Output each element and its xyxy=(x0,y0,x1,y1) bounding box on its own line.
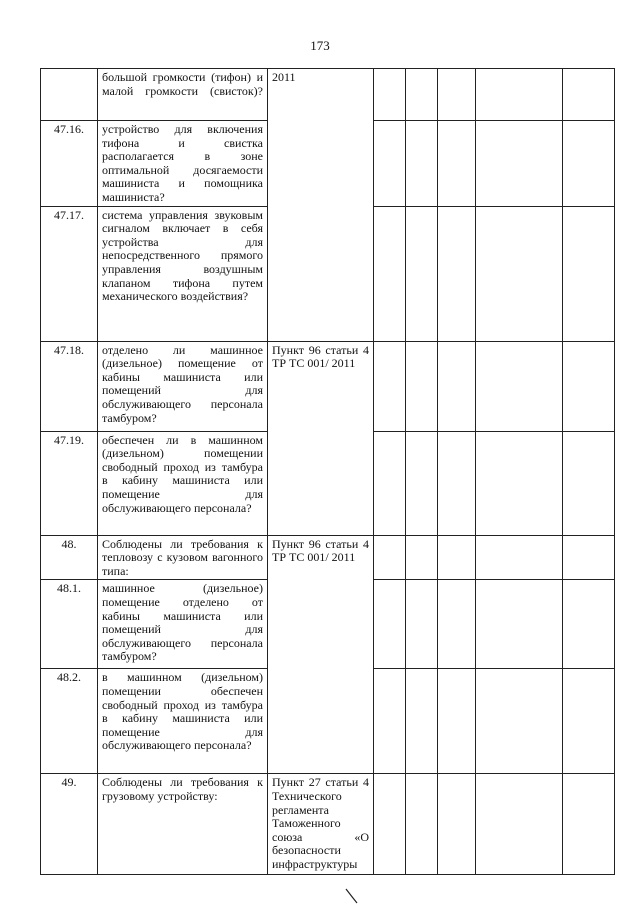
question-text: Соблюдены ли требования к тепловозу с кузовом вагонного типа: xyxy=(98,535,268,580)
answer-cell-no xyxy=(406,206,438,341)
answer-cell-no xyxy=(406,69,438,121)
note-cell xyxy=(563,206,615,341)
table-row xyxy=(41,535,615,580)
document-cell xyxy=(476,431,563,535)
answer-cell-na xyxy=(438,69,476,121)
legal-reference: Пункт 27 статьи 4 Технического регламента Таможенного союза «О безопасности инфраструктуры xyxy=(268,774,374,875)
answer-cell-na xyxy=(438,121,476,207)
answer-cell-yes xyxy=(374,206,406,341)
answer-cell-yes xyxy=(374,341,406,431)
answer-cell-na xyxy=(438,580,476,669)
table-row xyxy=(41,774,615,875)
answer-cell-yes xyxy=(374,774,406,875)
note-cell xyxy=(563,535,615,580)
item-number: 47.16. xyxy=(41,121,98,207)
question-text: Соблюдены ли требования к грузовому устройству: xyxy=(98,774,268,875)
item-number: 49. xyxy=(41,774,98,875)
note-cell xyxy=(563,431,615,535)
legal-reference: Пункт 96 статьи 4 ТР ТС 001/ 2011 xyxy=(268,535,374,774)
question-text: система управления звуковым сигналом включает в себя устройства для непосредственного прямого управления воздушным клапаном тифона путем механического воздействия? xyxy=(98,206,268,341)
question-text: машинное (дизельное) помещение отделено от кабины машиниста или помещений для обслуживающего персонала тамбуром? xyxy=(98,580,268,669)
answer-cell-na xyxy=(438,669,476,774)
item-number xyxy=(41,69,98,121)
answer-cell-no xyxy=(406,121,438,207)
answer-cell-no xyxy=(406,580,438,669)
question-text: устройство для включения тифона и свистка располагается в зоне оптимальной досягаемости машиниста и помощника машиниста? xyxy=(98,121,268,207)
item-number: 48.1. xyxy=(41,580,98,669)
document-cell xyxy=(476,535,563,580)
answer-cell-yes xyxy=(374,580,406,669)
item-number: 48. xyxy=(41,535,98,580)
table-row xyxy=(41,69,615,121)
item-number: 47.19. xyxy=(41,431,98,535)
document-cell xyxy=(476,580,563,669)
legal-reference: Пункт 96 статьи 4 ТР ТС 001/ 2011 xyxy=(268,341,374,535)
item-number: 48.2. xyxy=(41,669,98,774)
answer-cell-no xyxy=(406,431,438,535)
legal-reference: 2011 xyxy=(268,69,374,342)
item-number: 47.17. xyxy=(41,206,98,341)
answer-cell-yes xyxy=(374,431,406,535)
document-cell xyxy=(476,69,563,121)
answer-cell-no xyxy=(406,341,438,431)
answer-cell-no xyxy=(406,669,438,774)
checklist-table xyxy=(40,68,615,875)
answer-cell-na xyxy=(438,774,476,875)
answer-cell-yes xyxy=(374,669,406,774)
answer-cell-yes xyxy=(374,69,406,121)
page-number: 173 xyxy=(310,38,330,53)
question-text: большой громкости (тифон) и малой громкости (свисток)? xyxy=(98,69,268,121)
pen-stroke-mark xyxy=(344,888,362,904)
answer-cell-na xyxy=(438,341,476,431)
document-cell xyxy=(476,341,563,431)
note-cell xyxy=(563,69,615,121)
table-row xyxy=(41,341,615,431)
item-number: 47.18. xyxy=(41,341,98,431)
answer-cell-na xyxy=(438,431,476,535)
document-cell xyxy=(476,206,563,341)
note-cell xyxy=(563,669,615,774)
question-text: обеспечен ли в машинном (дизельном) помещении свободный проход из тамбура в кабину машиниста или помещение для обслуживающего персонала? xyxy=(98,431,268,535)
note-cell xyxy=(563,341,615,431)
document-cell xyxy=(476,774,563,875)
answer-cell-yes xyxy=(374,535,406,580)
answer-cell-no xyxy=(406,774,438,875)
answer-cell-na xyxy=(438,206,476,341)
document-cell xyxy=(476,121,563,207)
answer-cell-na xyxy=(438,535,476,580)
note-cell xyxy=(563,580,615,669)
note-cell xyxy=(563,121,615,207)
question-text: в машинном (дизельном) помещении обеспечен свободный проход из тамбура в кабину машиниста или помещение для обслуживающего персонала? xyxy=(98,669,268,774)
answer-cell-no xyxy=(406,535,438,580)
answer-cell-yes xyxy=(374,121,406,207)
question-text: отделено ли машинное (дизельное) помещение от кабины машиниста или помещений для обслуживающего персонала тамбуром? xyxy=(98,341,268,431)
note-cell xyxy=(563,774,615,875)
document-cell xyxy=(476,669,563,774)
